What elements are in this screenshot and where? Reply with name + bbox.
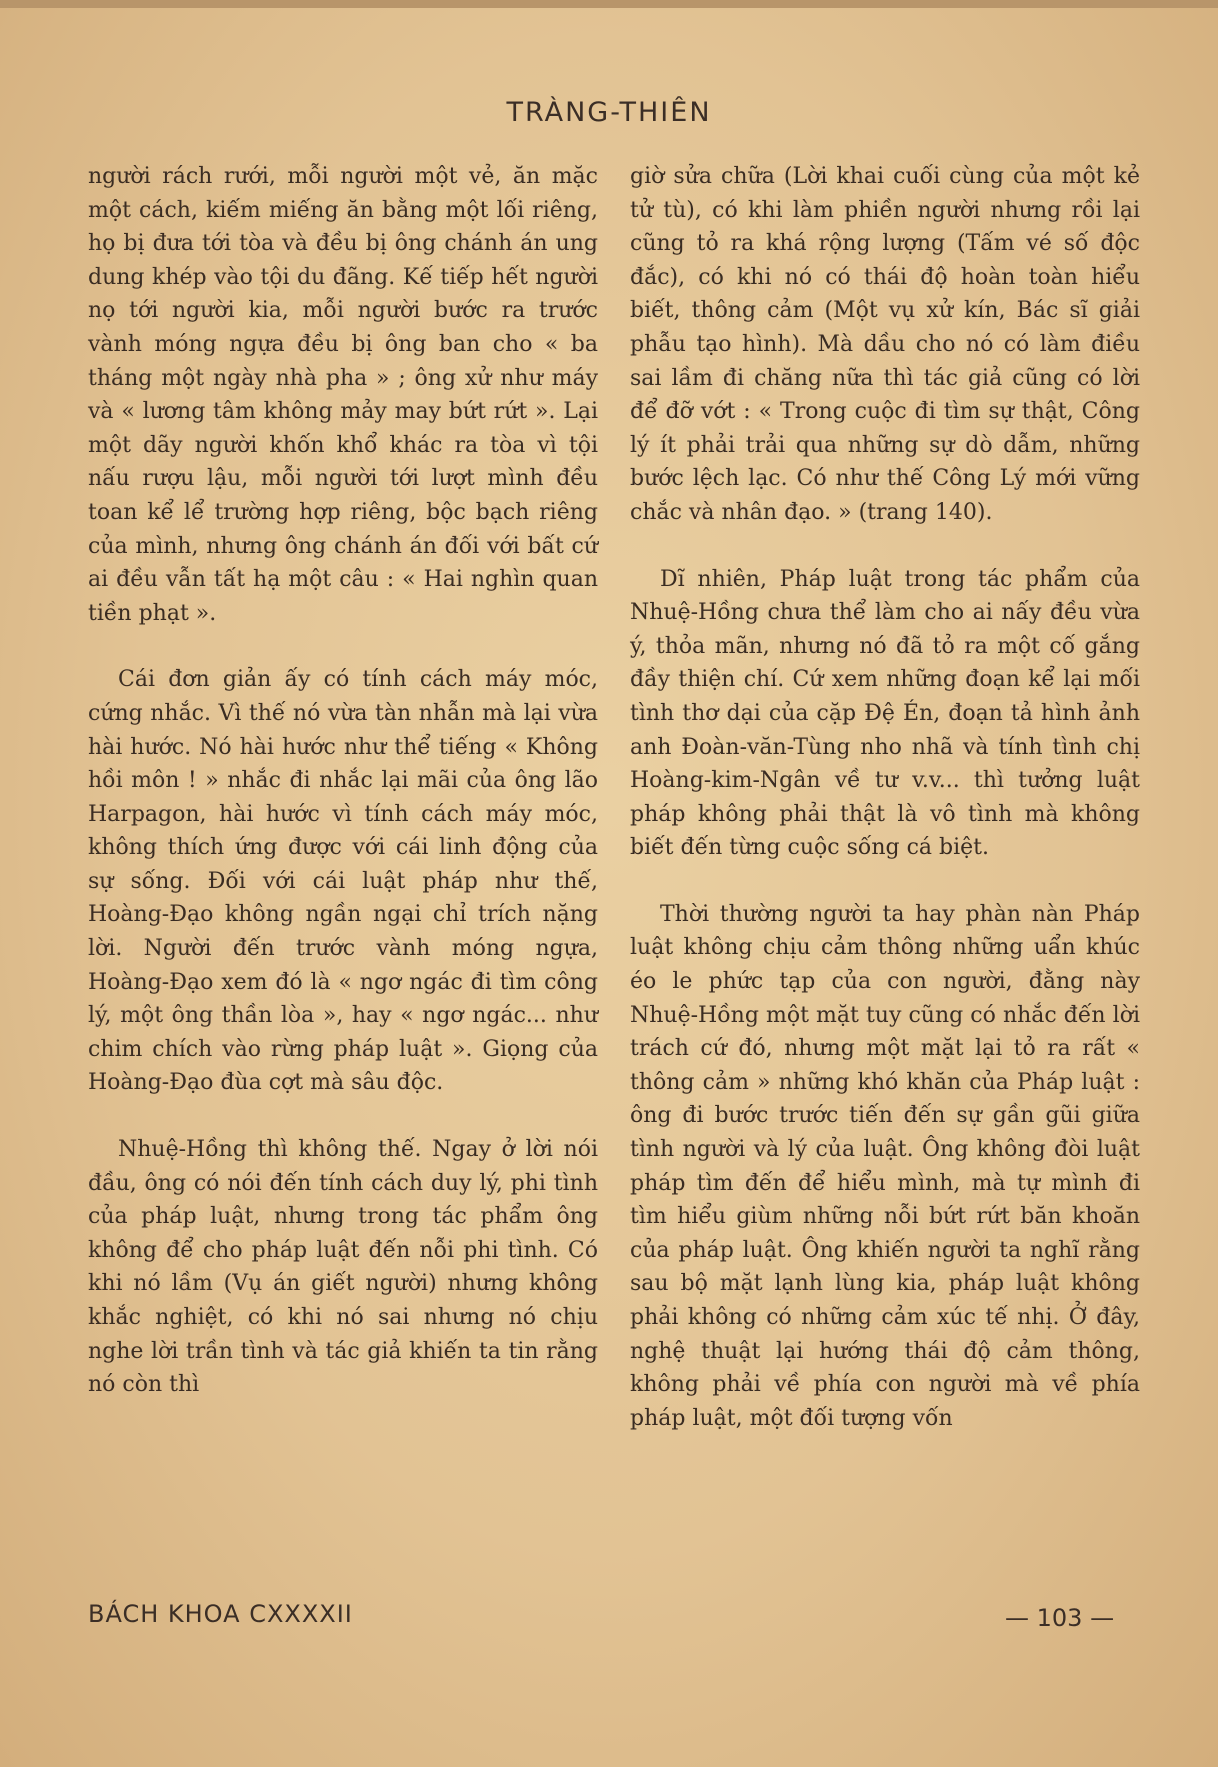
page-number: — 103 —: [1005, 1604, 1115, 1632]
paragraph: Thời thường người ta hay phàn nàn Pháp luật không chịu cảm thông những uẩn khúc éo le phức tạp của con người, đằng này Nhuệ-Hồng một mặt tuy cũng có nhắc đến lời trách cứ đó, nhưng một mặt lại tỏ ra rất « thông cảm » những khó khăn của Pháp luật : ông đi bước trước tiến đến sự gần gũi giữa tình người và lý của luật. Ông không đòi luật pháp tìm đến để hiểu mình, mà tự mình đi tìm hiểu giùm những nỗi bứt rứt băn khoăn của pháp luật. Ông khiến người ta nghĩ rằng sau bộ mặt lạnh lùng kia, pháp luật không phải không có những cảm xúc tế nhị. Ở đây, nghệ thuật lại hướng thái độ cảm thông, không phải về phía con người mà về phía pháp luật, một đối tượng vốn: [630, 901, 1140, 1431]
paragraph: giờ sửa chữa (Lời khai cuối cùng của một kẻ tử tù), có khi làm phiền người nhưng rồi lại cũng tỏ ra khá rộng lượng (Tấm vé số độc đắc), có khi nó có thái độ hoàn toàn hiểu biết, thông cảm (Một vụ xử kín, Bác sĩ giải phẫu tạo hình). Mà dầu cho nó có làm điều sai lầm đi chăng nữa thì tác giả cũng có lời để đỡ vớt : « Trong cuộc đi tìm sự thật, Công lý ít phải trải qua những sự dò dẫm, những bước lệch lạc. Có như thế Công Lý mới vững chắc và nhân đạo. » (trang 140).: [630, 164, 1140, 525]
paragraph: Cái đơn giản ấy có tính cách máy móc, cứng nhắc. Vì thế nó vừa tàn nhẫn mà lại vừa hài hước. Nó hài hước như thể tiếng « Không hồi môn ! » nhắc đi nhắc lại mãi của ông lão Harpagon, hài hước vì tính cách máy móc, không thích ứng được với cái linh động của sự sống. Đối với cái luật pháp như thế, Hoàng-Đạo không ngần ngại chỉ trích nặng lời. Người đến trước vành móng ngựa, Hoàng-Đạo xem đó là « ngơ ngác đi tìm công lý, một ông thần lòa », hay « ngơ ngác... như chim chích vào rừng pháp luật ». Giọng của Hoàng-Đạo đùa cợt mà sâu độc.: [88, 667, 598, 1096]
page-top-edge: [0, 0, 1218, 8]
journal-name: BÁCH KHOA CXXXXII: [88, 1600, 353, 1628]
running-head: TRÀNG-THIÊN: [506, 97, 712, 128]
left-column: [88, 160, 598, 1402]
paragraph: Dĩ nhiên, Pháp luật trong tác phẩm của Nhuệ-Hồng chưa thể làm cho ai nấy đều vừa ý, thỏa mãn, nhưng nó đã tỏ ra một cố gắng đầy thiện chí. Cứ xem những đoạn kể lại mối tình thơ dại của cặp Đệ Én, đoạn tả hình ảnh anh Đoàn-văn-Tùng nho nhã và tính tình chị Hoàng-kim-Ngân về tư v.v... thì tưởng luật pháp không phải thật là vô tình mà không biết đến từng cuộc sống cá biệt.: [630, 566, 1140, 861]
paragraph: người rách rưới, mỗi người một vẻ, ăn mặc một cách, kiếm miếng ăn bằng một lối riêng, họ bị đưa tới tòa và đều bị ông chánh án ung dung khép vào tội du đãng. Kế tiếp hết người nọ tới người kia, mỗi người bước ra trước vành móng ngựa đều bị ông ban cho « ba tháng một ngày nhà pha » ; ông xử như máy và « lương tâm không mảy may bứt rứt ». Lại một dãy người khốn khổ khác ra tòa vì tội nấu rượu lậu, mỗi người tới lượt mình đều toan kể lể trường hợp riêng, bộc bạch riêng của mình, nhưng ông chánh án đối với bất cứ ai đều vẫn tất hạ một câu : « Hai nghìn quan tiền phạt ».: [88, 164, 598, 626]
paragraph: Nhuệ-Hồng thì không thế. Ngay ở lời nói đầu, ông có nói đến tính cách duy lý, phi tình của pháp luật, nhưng trong tác phẩm ông không để cho pháp luật đến nỗi phi tình. Có khi nó lầm (Vụ án giết người) nhưng không khắc nghiệt, có khi nó sai nhưng nó chịu nghe lời trần tình và tác giả khiến ta tin rằng nó còn thì: [88, 1137, 598, 1398]
right-column: [630, 160, 1140, 1435]
